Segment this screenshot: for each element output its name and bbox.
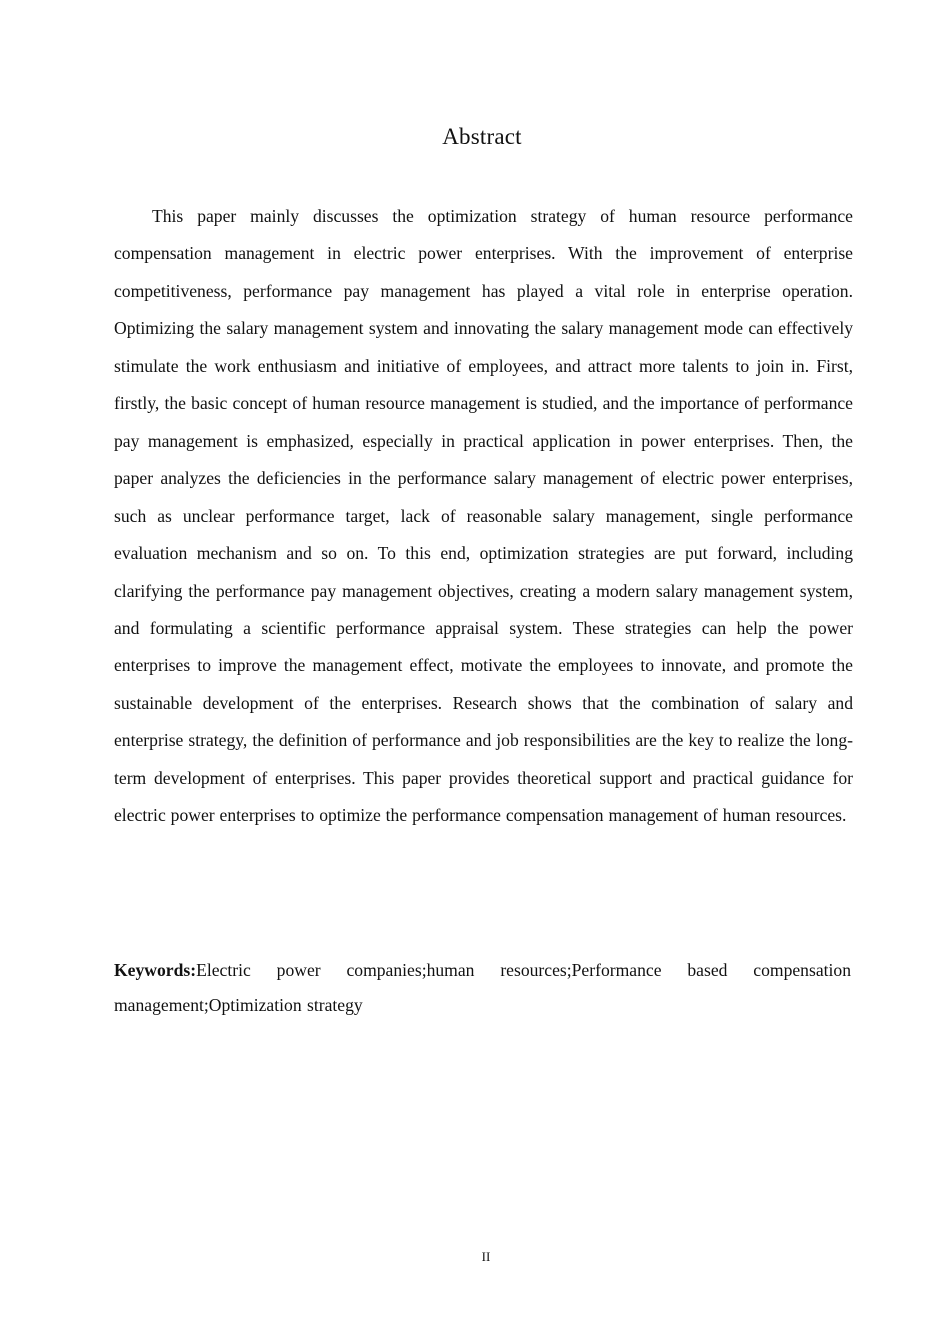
keywords-paragraph xyxy=(114,953,851,1023)
keywords-label: Keywords: xyxy=(114,960,197,980)
abstract-body: This paper mainly discusses the optimization strategy of human resource performance compensation management in electric power enterprises. With the improvement of enterprise competitiveness, performance pay management has played a vital role in enterprise operation. Optimizing the salary management system and innovating the salary management mode can effectively stimulate the work enthusiasm and initiative of employees, and attract more talents to join in. First, firstly, the basic concept of human resource management is studied, and the importance of performance pay management is emphasized, especially in practical application in power enterprises. Then, the paper analyzes the deficiencies in the performance salary management of electric power enterprises, such as unclear performance target, lack of reasonable salary management, single performance evaluation mechanism and so on. To this end, optimization strategies are put forward, including clarifying the performance pay management objectives, creating a modern salary management system, and formulating a scientific performance appraisal system. These strategies can help the power enterprises to improve the management effect, motivate the employees to innovate, and promote the sustainable development of the enterprises. Research shows that the combination of salary and enterprise strategy, the definition of performance and job responsibilities are the key to realize the long-term development of enterprises. This paper provides theoretical support and practical guidance for electric power enterprises to optimize the performance compensation management of human resources. xyxy=(114,206,853,826)
page-number: II xyxy=(481,1249,491,1264)
keywords-text: Electric power companies;human resources;Performance based compensation management;Optimization strategy xyxy=(114,960,851,1015)
abstract-title: Abstract xyxy=(442,124,522,149)
